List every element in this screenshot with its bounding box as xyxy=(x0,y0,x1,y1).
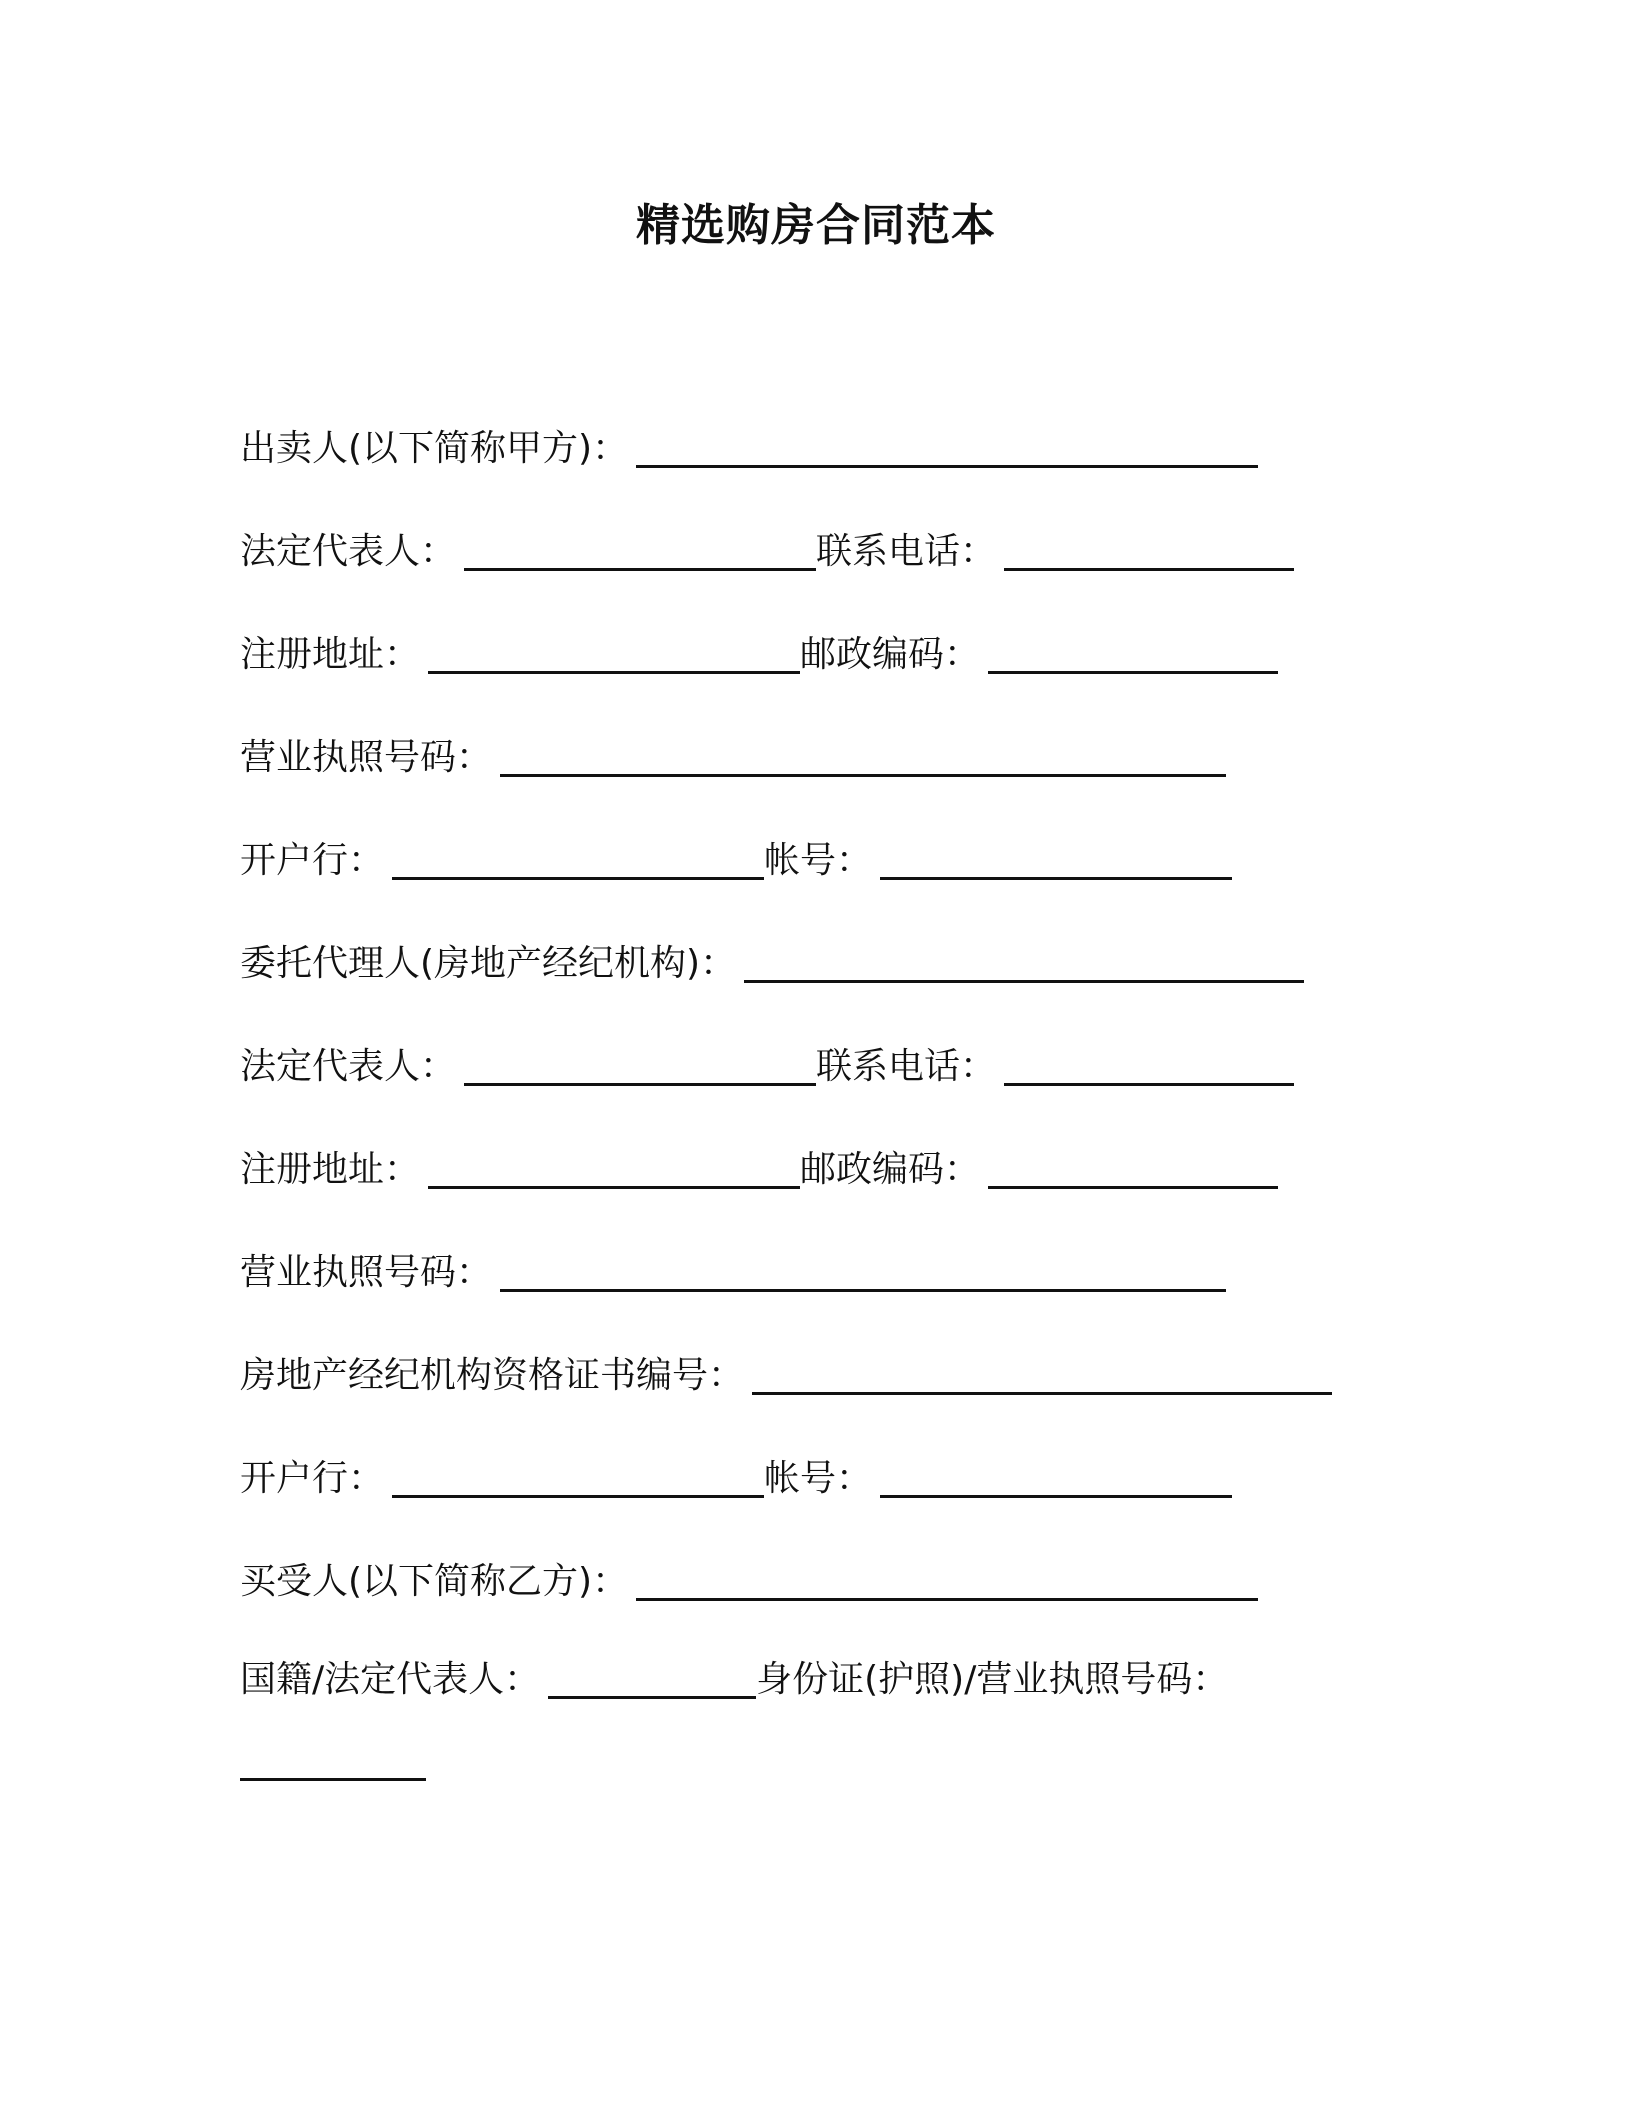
seller-phone-label: 联系电话： xyxy=(816,531,997,572)
agent-phone-label: 联系电话： xyxy=(816,1046,997,1087)
seller-license-blank[interactable] xyxy=(500,744,1226,777)
agent-license-blank[interactable] xyxy=(500,1259,1226,1292)
seller-legal-rep-line xyxy=(240,527,1294,577)
seller-legal-rep-label: 法定代表人： xyxy=(240,531,457,572)
seller-license-line xyxy=(240,733,1226,783)
seller-bank-line xyxy=(240,836,1232,886)
agent-address-label: 注册地址： xyxy=(240,1149,421,1190)
agent-license-line xyxy=(240,1248,1226,1298)
buyer-name-line xyxy=(240,1557,1258,1607)
seller-bank-label: 开户行： xyxy=(240,840,385,881)
seller-address-blank[interactable] xyxy=(428,641,800,674)
buyer-name-label: 买受人(以下简称乙方)： xyxy=(240,1561,629,1602)
buyer-nationality-line xyxy=(240,1655,1228,1705)
seller-bank-blank[interactable] xyxy=(392,847,764,880)
agent-legal-rep-label: 法定代表人： xyxy=(240,1046,457,1087)
seller-name-label: 出卖人(以下简称甲方)： xyxy=(240,428,629,469)
buyer-id-blank[interactable] xyxy=(240,1748,426,1781)
seller-address-line xyxy=(240,630,1278,680)
agent-name-line xyxy=(240,939,1304,989)
agent-name-blank[interactable] xyxy=(744,950,1304,983)
agent-license-label: 营业执照号码： xyxy=(240,1252,493,1293)
buyer-id-label: 身份证(护照)/营业执照号码： xyxy=(756,1659,1229,1700)
agent-bank-label: 开户行： xyxy=(240,1458,385,1499)
agent-cert-blank[interactable] xyxy=(752,1362,1332,1395)
buyer-name-blank[interactable] xyxy=(636,1568,1258,1601)
agent-address-line xyxy=(240,1145,1278,1195)
agent-postcode-blank[interactable] xyxy=(988,1156,1278,1189)
seller-phone-blank[interactable] xyxy=(1004,538,1294,571)
seller-name-blank[interactable] xyxy=(636,435,1258,468)
seller-name-line xyxy=(240,424,1258,474)
agent-legal-rep-line xyxy=(240,1042,1294,1092)
page-title: 精选购房合同范本 xyxy=(636,200,996,251)
seller-account-label: 帐号： xyxy=(764,840,873,881)
agent-account-blank[interactable] xyxy=(880,1465,1232,1498)
agent-bank-blank[interactable] xyxy=(392,1465,764,1498)
agent-postcode-label: 邮政编码： xyxy=(800,1149,981,1190)
buyer-id-continuation-line xyxy=(240,1748,426,1787)
agent-legal-rep-blank[interactable] xyxy=(464,1053,816,1086)
agent-cert-label: 房地产经纪机构资格证书编号： xyxy=(240,1355,745,1396)
agent-bank-line xyxy=(240,1454,1232,1504)
agent-name-label: 委托代理人(房地产经纪机构)： xyxy=(240,943,737,984)
buyer-nationality-blank[interactable] xyxy=(548,1666,756,1699)
seller-postcode-label: 邮政编码： xyxy=(800,634,981,675)
seller-legal-rep-blank[interactable] xyxy=(464,538,816,571)
agent-address-blank[interactable] xyxy=(428,1156,800,1189)
seller-account-blank[interactable] xyxy=(880,847,1232,880)
agent-phone-blank[interactable] xyxy=(1004,1053,1294,1086)
seller-address-label: 注册地址： xyxy=(240,634,421,675)
seller-license-label: 营业执照号码： xyxy=(240,737,493,778)
buyer-nationality-label: 国籍/法定代表人： xyxy=(240,1659,541,1700)
agent-cert-line xyxy=(240,1351,1332,1401)
seller-postcode-blank[interactable] xyxy=(988,641,1278,674)
agent-account-label: 帐号： xyxy=(764,1458,873,1499)
